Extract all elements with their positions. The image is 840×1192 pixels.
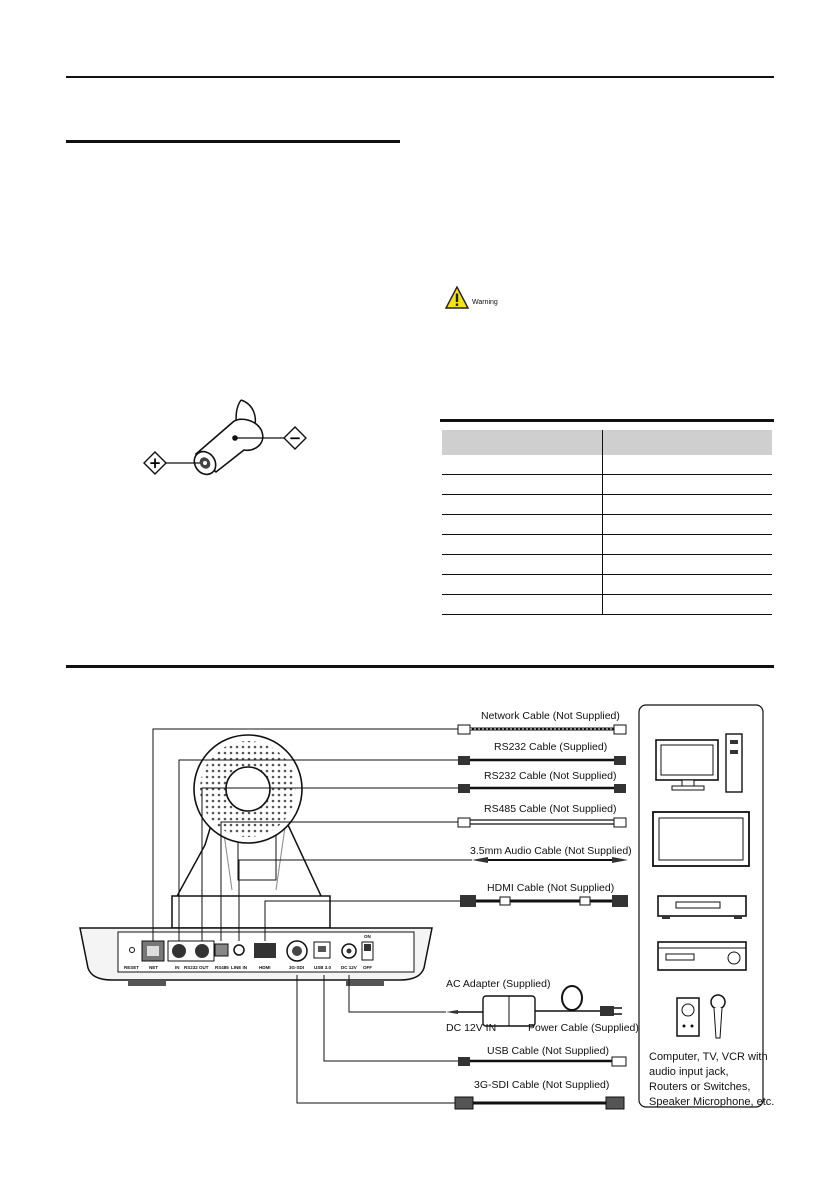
rs232-not-supplied-cable-icon [458, 784, 626, 793]
ac-adapter-icon [446, 986, 622, 1026]
vcr-icon [658, 896, 746, 919]
device-description [649, 1050, 774, 1110]
port-label-reset: RESET [124, 965, 140, 970]
camera-base [80, 896, 432, 986]
rs485-port [215, 944, 228, 956]
svg-text:−: − [288, 429, 302, 447]
svg-text:+: + [148, 454, 162, 472]
port-label-dc: DC 12V [341, 965, 357, 970]
port-label-off: OFF [363, 965, 372, 970]
network-cable-icon [458, 725, 626, 734]
tv-icon [653, 812, 749, 866]
port-label-on: ON [364, 934, 371, 939]
rs232-supplied-cable-icon [458, 756, 626, 765]
cable-label-hdmi: HDMI Cable (Not Supplied) [487, 882, 615, 894]
port-label-in: IN [175, 965, 180, 970]
port-label-rs485: RS485 [215, 965, 229, 970]
port-label-out: OUT [199, 965, 209, 970]
hdmi-port [254, 943, 276, 958]
cable-label-network: Network Cable (Not Supplied) [481, 710, 620, 722]
cable-label-power: Power Cable (Supplied) [528, 1022, 639, 1034]
device-line: audio input jack, [649, 1066, 729, 1078]
line-in-port [234, 945, 244, 955]
cable-label-rs485: RS485 Cable (Not Supplied) [484, 803, 617, 815]
warning-label: Warning [472, 299, 498, 306]
cable-label-ac-adapter: AC Adapter (Supplied) [446, 978, 551, 990]
device-line: Routers or Switches, [649, 1081, 751, 1093]
router-icon [658, 942, 746, 970]
cable-label-usb: USB Cable (Not Supplied) [487, 1045, 609, 1057]
cable-label-rs232-not-supplied: RS232 Cable (Not Supplied) [484, 770, 617, 782]
port-label-net: NET [149, 965, 158, 970]
rs232-out-port [195, 944, 209, 958]
audio-cable-icon [472, 857, 628, 863]
port-label-usb: USB 3.0 [314, 965, 332, 970]
device-line: Computer, TV, VCR with [649, 1051, 768, 1063]
cable-label-dc-in: DC 12V IN [446, 1022, 497, 1034]
device-line: Speaker Microphone, etc. [649, 1096, 775, 1108]
usb-line [324, 975, 458, 1061]
camera-head [176, 735, 322, 898]
port-label-rs232: RS232 [184, 965, 198, 970]
port-label-hdmi: HDMI [259, 965, 271, 970]
cable-label-rs232-supplied: RS232 Cable (Supplied) [494, 741, 608, 753]
speaker-icon [677, 998, 699, 1036]
hdmi-cable-icon [460, 895, 628, 907]
sdi-line [297, 975, 455, 1103]
cable-label-sdi: 3G-SDI Cable (Not Supplied) [474, 1079, 610, 1091]
cable-label-audio: 3.5mm Audio Cable (Not Supplied) [470, 845, 632, 857]
port-label-line-in: LINE IN [231, 965, 248, 970]
usb-cable-icon [458, 1057, 626, 1066]
port-label-sdi: 3G-SDI [289, 965, 305, 970]
rs485-cable-icon [458, 818, 626, 827]
rs232-in-port [172, 944, 186, 958]
sdi-cable-icon [455, 1097, 624, 1109]
